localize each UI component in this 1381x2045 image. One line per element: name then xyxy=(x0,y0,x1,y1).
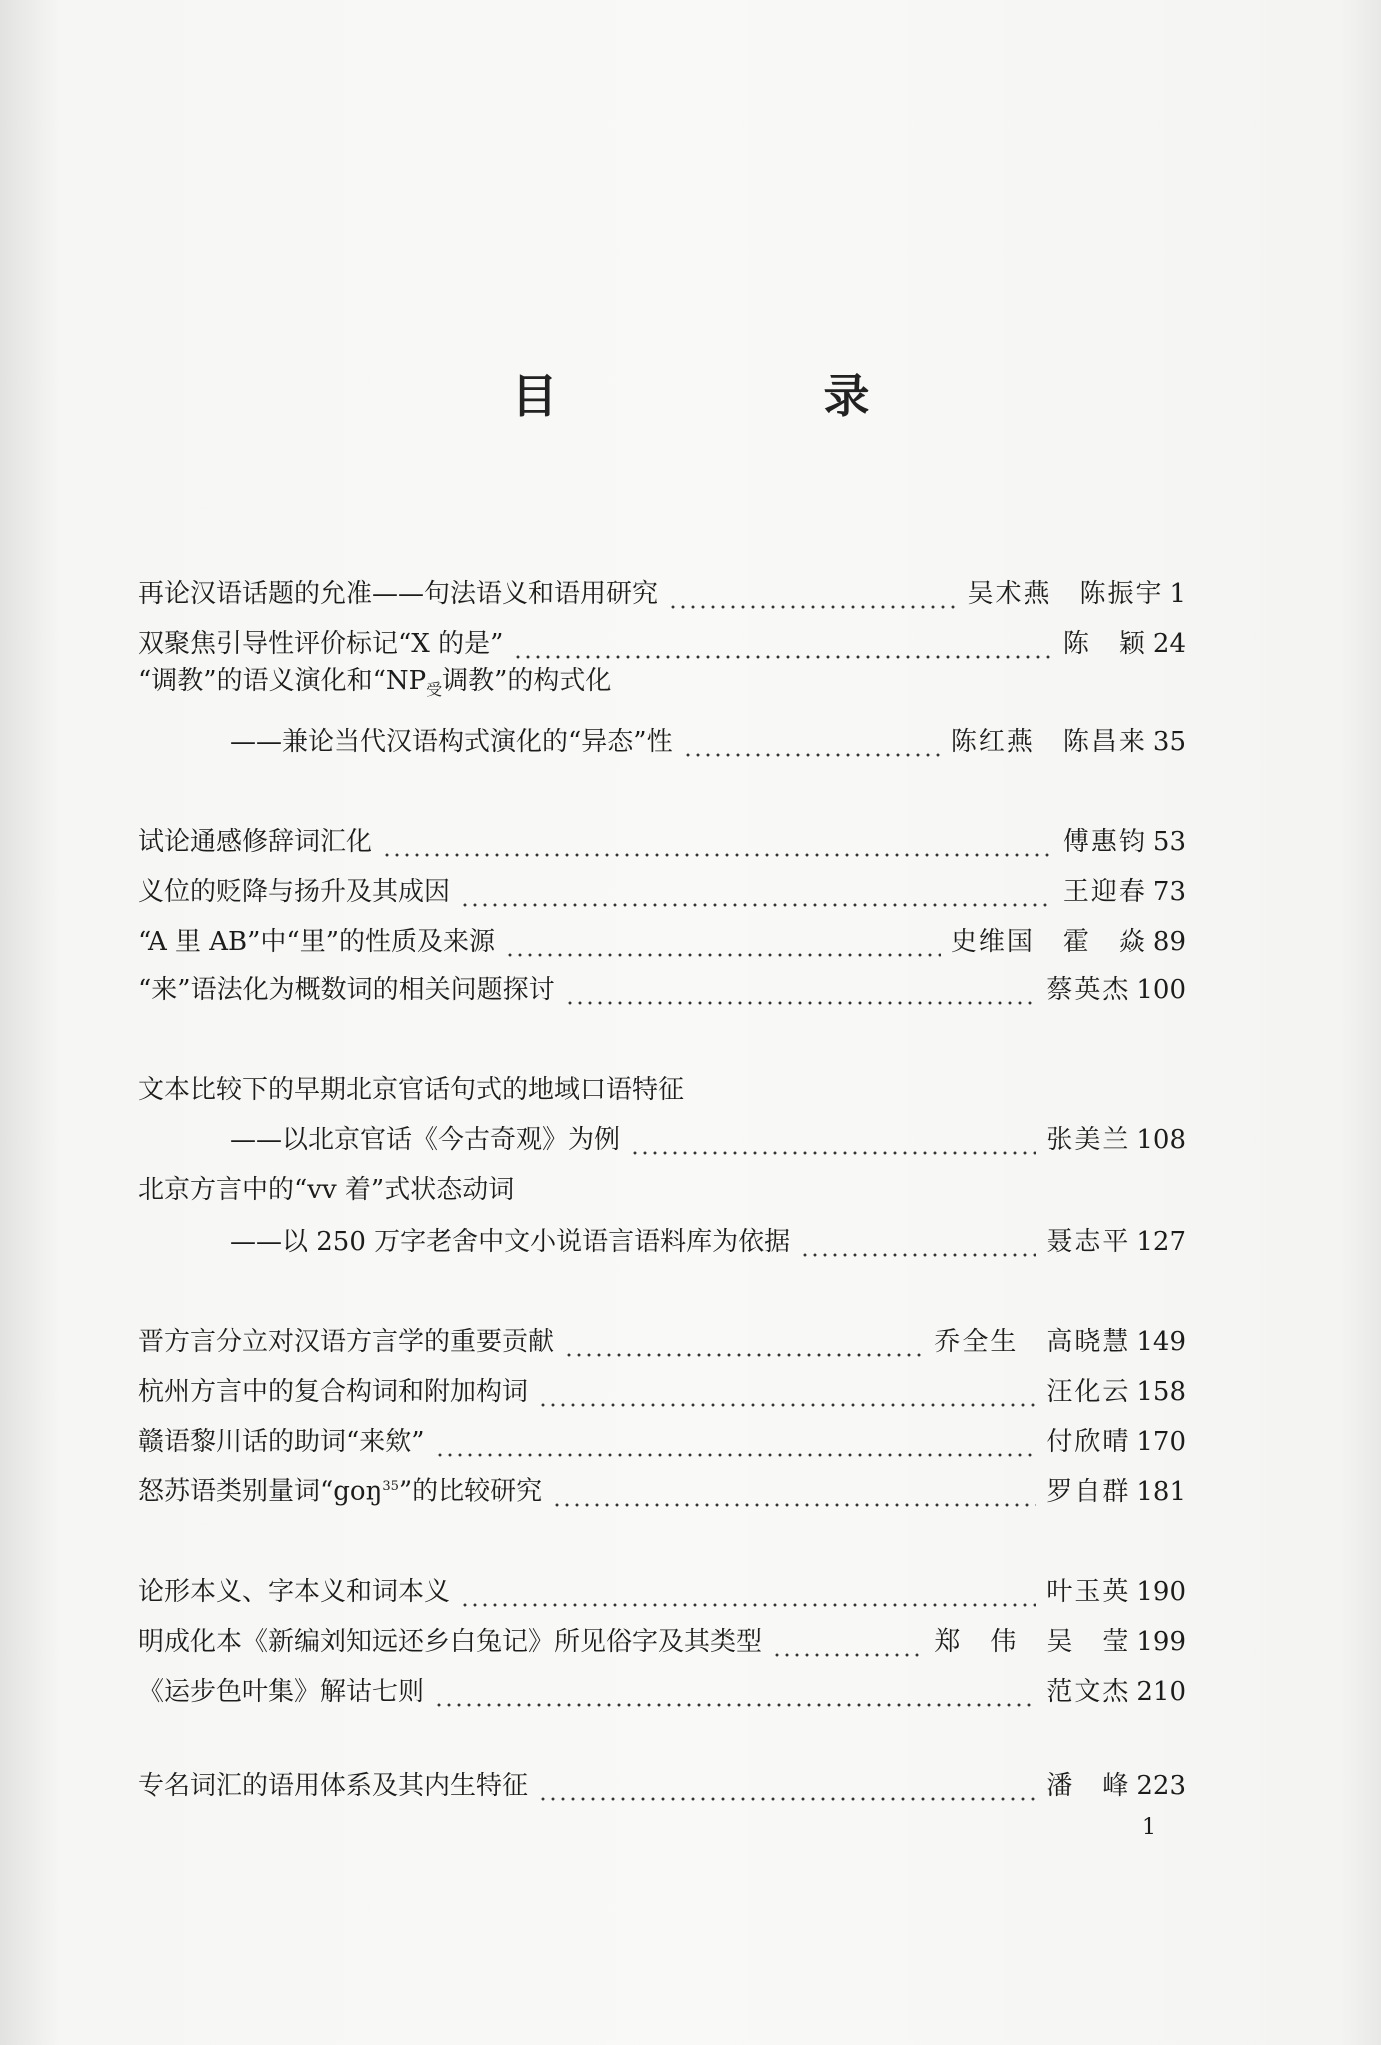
entry-page: 190 xyxy=(1136,1577,1186,1607)
entry-title: 义位的贬降与扬升及其成因 xyxy=(138,877,451,907)
entry-title: 论形本义、字本义和词本义 xyxy=(138,1577,451,1607)
entry-authors: 陈 颖 xyxy=(1062,629,1147,659)
toc-entry[interactable] xyxy=(138,1764,1186,1804)
toc-entry[interactable] xyxy=(138,1620,1186,1660)
toc-entry[interactable] xyxy=(138,968,1186,1008)
toc-entry[interactable] xyxy=(138,870,1186,910)
toc-entry[interactable] xyxy=(138,1168,1186,1208)
toc-entry-subtitle[interactable] xyxy=(138,1220,1186,1260)
entry-authors: 郑 伟 吴 莹 xyxy=(934,1627,1131,1657)
entry-authors: 付欣晴 xyxy=(1046,1427,1131,1457)
toc-entry[interactable] xyxy=(138,1370,1186,1410)
page-number: 1 xyxy=(1142,1815,1156,1840)
entry-page: 1 xyxy=(1169,579,1186,609)
entry-page: 89 xyxy=(1152,927,1186,957)
entry-authors: 潘 峰 xyxy=(1046,1771,1131,1801)
leader-dots xyxy=(460,874,1053,910)
leader-dots xyxy=(565,972,1037,1008)
leader-dots xyxy=(772,1624,924,1660)
entry-title: ——以 250 万字老舍中文小说语言语料库为依据 xyxy=(230,1227,791,1257)
entry-authors: 陈红燕 陈昌来 xyxy=(950,727,1147,757)
toc-entry[interactable] xyxy=(138,1420,1186,1460)
entry-page: 53 xyxy=(1152,827,1186,857)
entry-page: 127 xyxy=(1136,1227,1186,1257)
entry-page: 149 xyxy=(1136,1327,1186,1357)
leader-dots xyxy=(538,1768,1036,1804)
entry-page: 73 xyxy=(1152,877,1186,907)
entry-title: ——兼论当代汉语构式演化的“异态”性 xyxy=(230,727,673,757)
entry-authors: 范文杰 xyxy=(1046,1677,1131,1707)
entry-page: 24 xyxy=(1152,629,1186,659)
entry-page: 210 xyxy=(1136,1677,1186,1707)
leader-dots xyxy=(382,824,1053,860)
leader-dots xyxy=(460,1574,1036,1610)
leader-dots xyxy=(434,1674,1036,1710)
leader-dots xyxy=(683,724,941,760)
toc-entry[interactable] xyxy=(138,920,1186,960)
leader-dots xyxy=(668,576,957,612)
toc-entry[interactable] xyxy=(138,1470,1186,1510)
leader-dots xyxy=(505,924,941,960)
leader-dots xyxy=(552,1474,1036,1510)
entry-title: 专名词汇的语用体系及其内生特征 xyxy=(138,1771,529,1801)
entry-title: “来”语法化为概数词的相关问题探讨 xyxy=(138,975,555,1005)
leader-dots xyxy=(630,1122,1036,1158)
entry-authors: 吴术燕 陈振宇 xyxy=(967,579,1164,609)
entry-page: 223 xyxy=(1136,1771,1186,1801)
toc-entry-subtitle[interactable] xyxy=(138,1118,1186,1158)
toc-entry[interactable] xyxy=(138,572,1186,612)
entry-authors: 史维国 霍 焱 xyxy=(950,927,1147,957)
entry-authors: 傅惠钧 xyxy=(1062,827,1147,857)
entry-authors: 叶玉英 xyxy=(1046,1577,1131,1607)
entry-page: 199 xyxy=(1136,1627,1186,1657)
entry-title: 晋方言分立对汉语方言学的重要贡献 xyxy=(138,1327,555,1357)
entry-title: 明成化本《新编刘知远还乡白兔记》所见俗字及其类型 xyxy=(138,1627,763,1657)
leader-dots xyxy=(538,1374,1036,1410)
entry-page: 35 xyxy=(1152,727,1186,757)
page-title: 目 录 xyxy=(511,369,980,423)
entry-title: 杭州方言中的复合构词和附加构词 xyxy=(138,1377,529,1407)
entry-authors: 张美兰 xyxy=(1046,1125,1131,1155)
entry-page: 100 xyxy=(1136,975,1186,1005)
entry-page: 158 xyxy=(1136,1377,1186,1407)
toc-entry[interactable] xyxy=(138,820,1186,860)
entry-authors: 汪化云 xyxy=(1046,1377,1131,1407)
toc-entry[interactable] xyxy=(138,665,1186,708)
entry-title: “A 里 AB”中“里”的性质及来源 xyxy=(138,927,496,957)
leader-dots xyxy=(435,1424,1037,1460)
entry-title: 双聚焦引导性评价标记“X 的是” xyxy=(138,629,504,659)
entry-page: 170 xyxy=(1136,1427,1186,1457)
toc-entry[interactable] xyxy=(138,1068,1186,1108)
leader-dots xyxy=(564,1324,924,1360)
toc-entry[interactable] xyxy=(138,1670,1186,1710)
entry-authors: 罗自群 xyxy=(1046,1477,1131,1507)
leader-dots xyxy=(513,626,1053,662)
entry-title: “调教”的语义演化和“$NP_受$调教”的构式化 xyxy=(138,665,612,699)
toc-entry[interactable] xyxy=(138,1320,1186,1360)
entry-page: 108 xyxy=(1136,1125,1186,1155)
entry-authors: 乔全生 高晓慧 xyxy=(934,1327,1131,1357)
toc-entry[interactable] xyxy=(138,1570,1186,1610)
entry-title: 北京方言中的“vv 着”式状态动词 xyxy=(138,1175,515,1205)
entry-title: 再论汉语话题的允准——句法语义和语用研究 xyxy=(138,579,659,609)
toc-entry-subtitle[interactable] xyxy=(138,720,1186,760)
entry-authors: 聂志平 xyxy=(1046,1227,1131,1257)
entry-title: 试论通感修辞词汇化 xyxy=(138,827,373,857)
entry-authors: 王迎春 xyxy=(1062,877,1147,907)
entry-title: 赣语黎川话的助词“来欸” xyxy=(138,1427,425,1457)
entry-title: 文本比较下的早期北京官话句式的地域口语特征 xyxy=(138,1075,685,1105)
leader-dots xyxy=(800,1224,1036,1260)
entry-page: 181 xyxy=(1136,1477,1186,1507)
entry-authors: 蔡英杰 xyxy=(1046,975,1131,1005)
entry-title: ——以北京官话《今古奇观》为例 xyxy=(230,1125,621,1155)
toc-entry[interactable] xyxy=(138,622,1186,662)
entry-title: 《运步色叶集》解诂七则 xyxy=(138,1677,425,1707)
entry-title: 怒苏语类别量词“goŋ$^{35}$”的比较研究 xyxy=(138,1477,543,1507)
